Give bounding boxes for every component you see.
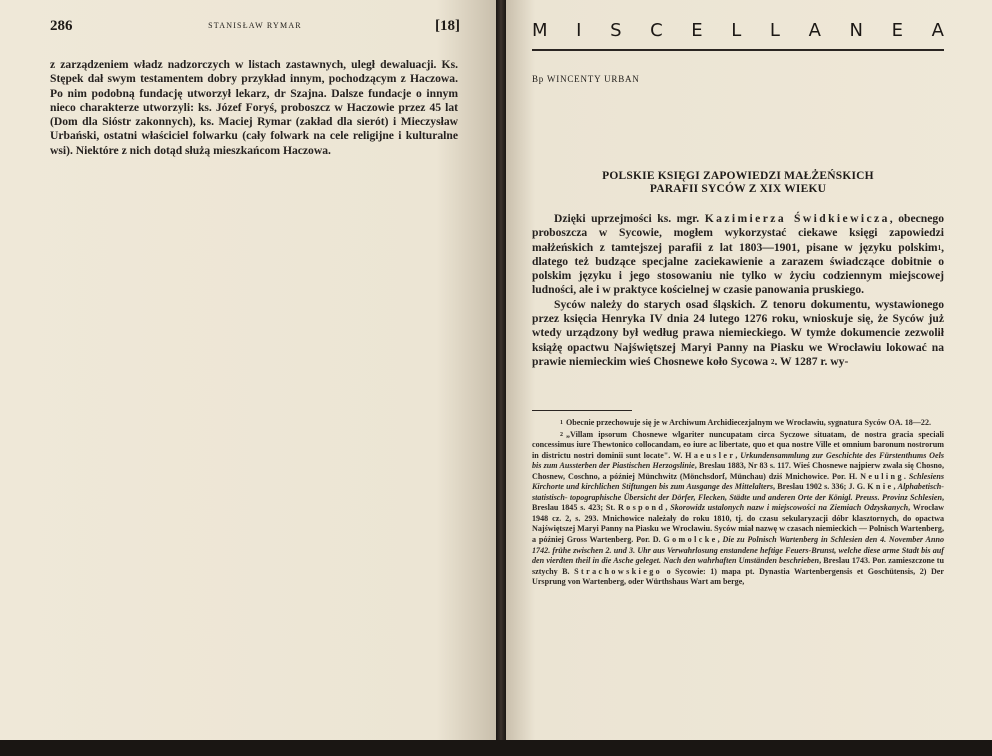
heading-letter: I xyxy=(576,20,582,41)
article-title xyxy=(532,170,944,196)
article-paragraph: Syców należy do starych osad śląskich. Z tenoru dokumentu, wystawionego przez księcia Henryka IV dnia 24 lutego 1276 roku, wnioskuje się, że Syców już wtedy urządzony był według prawa niemieckiego. W tymże dokumencie zezwolił książę opactwu Najświętszej Maryi Panny na Piasku we Wrocławiu lokować na prawie niemieckim wieś Chosnewe koło Sycowa $^2$. W 1287 r. wy- xyxy=(532,297,944,368)
heading-letter: S xyxy=(610,20,622,41)
footnote: 1 Obecnie przechowuje się je w Archiwum Archidiecezjalnym we Wrocławiu, sygnatura Syców OA. 18—22. xyxy=(532,418,944,429)
person-name: Kazimierza Świdkiewicza xyxy=(704,212,890,225)
footnote-ref: 1 xyxy=(937,243,942,252)
heading-letter: L xyxy=(731,20,742,41)
bottom-edge xyxy=(0,740,992,756)
heading-letter: A xyxy=(808,20,821,41)
footnote: 2 „Villam ipsorum Chosnewe wlgariter nuncupatam circa Syczowe situatam, de nostra gracia speciali concessimus iure Thewtonico collocandam, eo iure ac libertate, quo et qua nostre Ville et omnium baronum nostrorum in districtu nostri dominii sunt locate". W. Haeusler, Urkundensammlung zur Geschichte des Fürstenthums Oels bis zum Aussterben der Piastischen Herzogslinie, Breslau 1883, Nr 83 s. 117. Wieś Chosnewe najpierw zwała się Chosno, Chosnew, Coschno, a później Münchwitz (Mönchsdorf, Münchau) dziś Mnichowice. Por. H. Neuling. Schlesiens Kirchorte und kirchlichen Stiftungen bis zum Ausgange des Mittelalters, Breslau 1902 s. 336; J. G. Knie, Alphabetisch-statistisch- topographische Übersicht der Dörfer, Flecken, Städte und anderen Orte der Königl. Preuss. Provinz Schlesien, Breslau 1845 s. 423; St. Rospond, Skorowidz ustalonych nazw i miejscowości na Ziemiach Odzyskanych, Wrocław 1948 cz. 2, s. 293. Mnichowice należały do roku 1810, tj. do czasu sekularyzacji dóbr klasztornych, do opactwa Najświętszej Maryi Panny na Piasku we Wrocławiu. Syców miał nazwę w czasach niemieckich — Polnisch Wartenberg, a później Gross Wartenberg. Por. D. Gomolcke, Die zu Polnisch Wartenberg in Schlesien den 4. November Anno 1742. frühe zwischen 2. und 3. Uhr aus Verwahrlosung enstandene heftige Feuers-Brunst, welche diese arme Stadt bis auf den vierdten theil in die Asche geleget. Nach den wahrhaften Umständen beschrieben, Breslau 1743. Por. zamieszczone tu sztychy B. Strachowskiego o Sycowie: 1) mapa pt. Dynastia Wartenbergensis et Goschütensis, 2) Der Ursprung von Wartenberg, oder Würthshaus Wart am berge, xyxy=(532,429,945,587)
heading-letter: L xyxy=(769,20,780,41)
article-body xyxy=(532,212,944,369)
footnotes xyxy=(532,418,944,589)
title-line: PARAFII SYCÓW Z XIX WIEKU xyxy=(649,183,827,195)
page-number: 286 xyxy=(50,18,73,34)
right-page xyxy=(506,0,992,740)
footnote-mark: 1 xyxy=(560,420,563,426)
section-heading xyxy=(532,20,944,44)
book-gutter xyxy=(496,0,506,756)
footnote-mark: 2 xyxy=(560,431,563,438)
heading-letter: E xyxy=(691,20,703,41)
left-page xyxy=(0,0,496,740)
footnote-rule xyxy=(532,410,632,411)
article-paragraph: Dzięki uprzejmości ks. mgr. Kazimierza Świdkiewicza, obecnego proboszcza w Sycowie, mogłem wykorzystać ciekawe księgi zapowiedzi małżeńskich z tamtejszej parafii z lat 1803—1901, pisane w języku polskim$^1$, dlatego też budzące specjalne zaciekawienie a zarazem świadczące dobitnie o polskim języku i jego stosowaniu nie tylko w życiu codziennym miejscowej ludności, ale i w praktyce kościelnej w czasie panowania pruskiego. xyxy=(532,212,944,297)
heading-letter: M xyxy=(532,20,548,41)
heading-letter: N xyxy=(849,20,863,41)
running-head xyxy=(50,18,460,38)
heading-letter: A xyxy=(931,20,944,41)
heading-letter: C xyxy=(650,20,663,41)
heading-rule xyxy=(532,49,944,51)
section-ref: [18] xyxy=(435,18,460,34)
footnote-ref: 2 xyxy=(770,357,775,366)
article-author: Bp WINCENTY URBAN xyxy=(532,74,640,84)
title-line: POLSKIE KSIĘGI ZAPOWIEDZI MAŁŻEŃSKICH xyxy=(602,170,874,182)
heading-letter: E xyxy=(891,20,903,41)
left-paragraph: z zarządzeniem władz nadzorczych w listach zastawnych, uległ dewaluacji. Ks. Stępek dał swym testamentem dobry przykład innym, pochodzącym z Haczowa. Po nim podobną fundację utworzył lekarz, dr Szajna. Dalsze fundacje o innym nieco charakterze utworzyli: ks. Józef Foryś, proboszcz w Haczowie przez 45 lat (Dom dla Sióstr zakonnych), ks. Maciej Rymar (zakład dla sierót) i Mieczysław Urbański, ostatni właściciel folwarku (cały folwark na cele religijne i kulturalne wsi). Niektóre z nich dotąd służą mieszkańcom Haczowa. xyxy=(50,58,458,157)
running-title: STANISŁAW RYMAR xyxy=(208,21,302,30)
